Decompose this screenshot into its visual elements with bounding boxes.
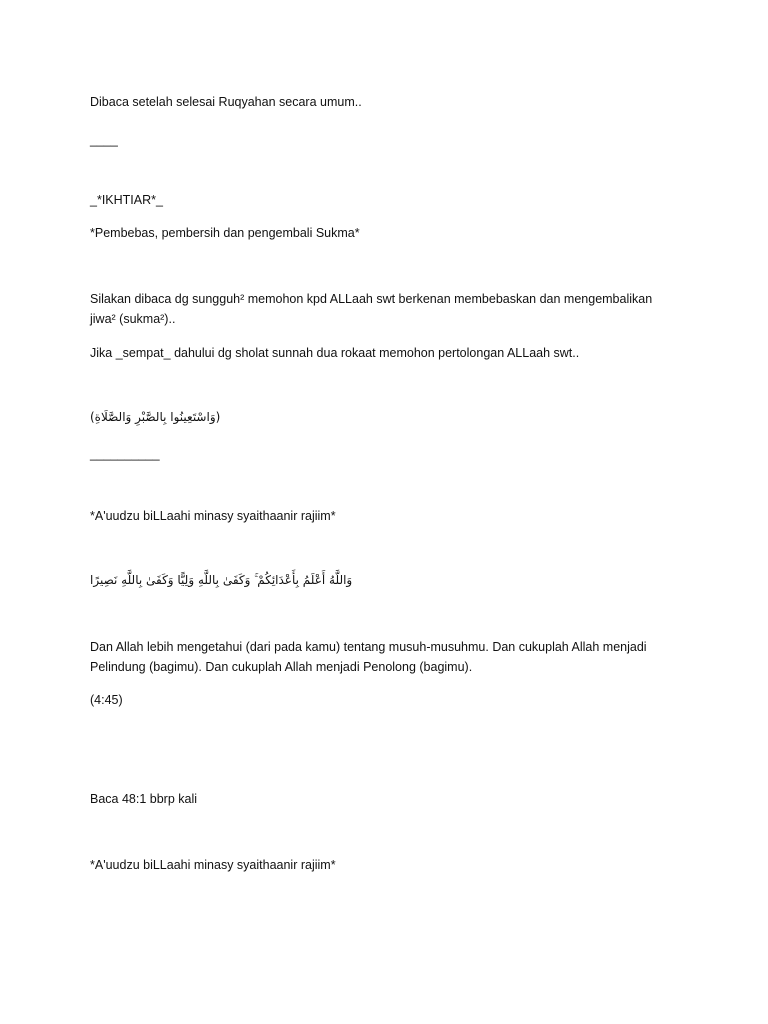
arabic-verse-2: وَاللَّهُ أَعْلَمُ بِأَعْدَائِكُمْ ۚ وَكَفَىٰ بِاللَّهِ وَلِيًّا وَكَفَىٰ بِاللَّهِ نَصِيرًا — [90, 573, 353, 587]
instruction-line-2: jiwa² (sukma²).. — [90, 312, 176, 326]
arabic-verse-1: (وَاسْتَعِينُوا بِالصَّبْرِ وَالصَّلَاةِ) — [90, 410, 221, 424]
translation-line-1: Dan Allah lebih mengetahui (dari pada kamu) tentang musuh-musuhmu. Dan cukuplah Allah menjadi — [90, 640, 647, 654]
taawudz-1: *A'uudzu biLLaahi minasy syaithaanir rajiim* — [90, 509, 336, 523]
document-subtitle: *Pembebas, pembersih dan pengembali Sukma* — [90, 226, 360, 240]
intro-text: Dibaca setelah selesai Ruqyahan secara umum.. — [90, 95, 362, 109]
verse-reference: (4:45) — [90, 693, 123, 707]
long-separator: __________ — [90, 447, 160, 461]
document-title: _*IKHTIAR*_ — [90, 193, 163, 207]
short-separator: ____ — [90, 133, 118, 147]
instruction-line-1: Silakan dibaca dg sungguh² memohon kpd ALLaah swt berkenan membebaskan dan mengembalikan — [90, 292, 653, 306]
taawudz-2: *A'uudzu biLLaahi minasy syaithaanir rajiim* — [90, 858, 336, 872]
sholat-note: Jika _sempat_ dahului dg sholat sunnah dua rokaat memohon pertolongan ALLaah swt.. — [90, 346, 580, 360]
translation-line-2: Pelindung (bagimu). Dan cukuplah Allah menjadi Penolong (bagimu). — [90, 660, 473, 674]
read-instruction: Baca 48:1 bbrp kali — [90, 792, 198, 806]
